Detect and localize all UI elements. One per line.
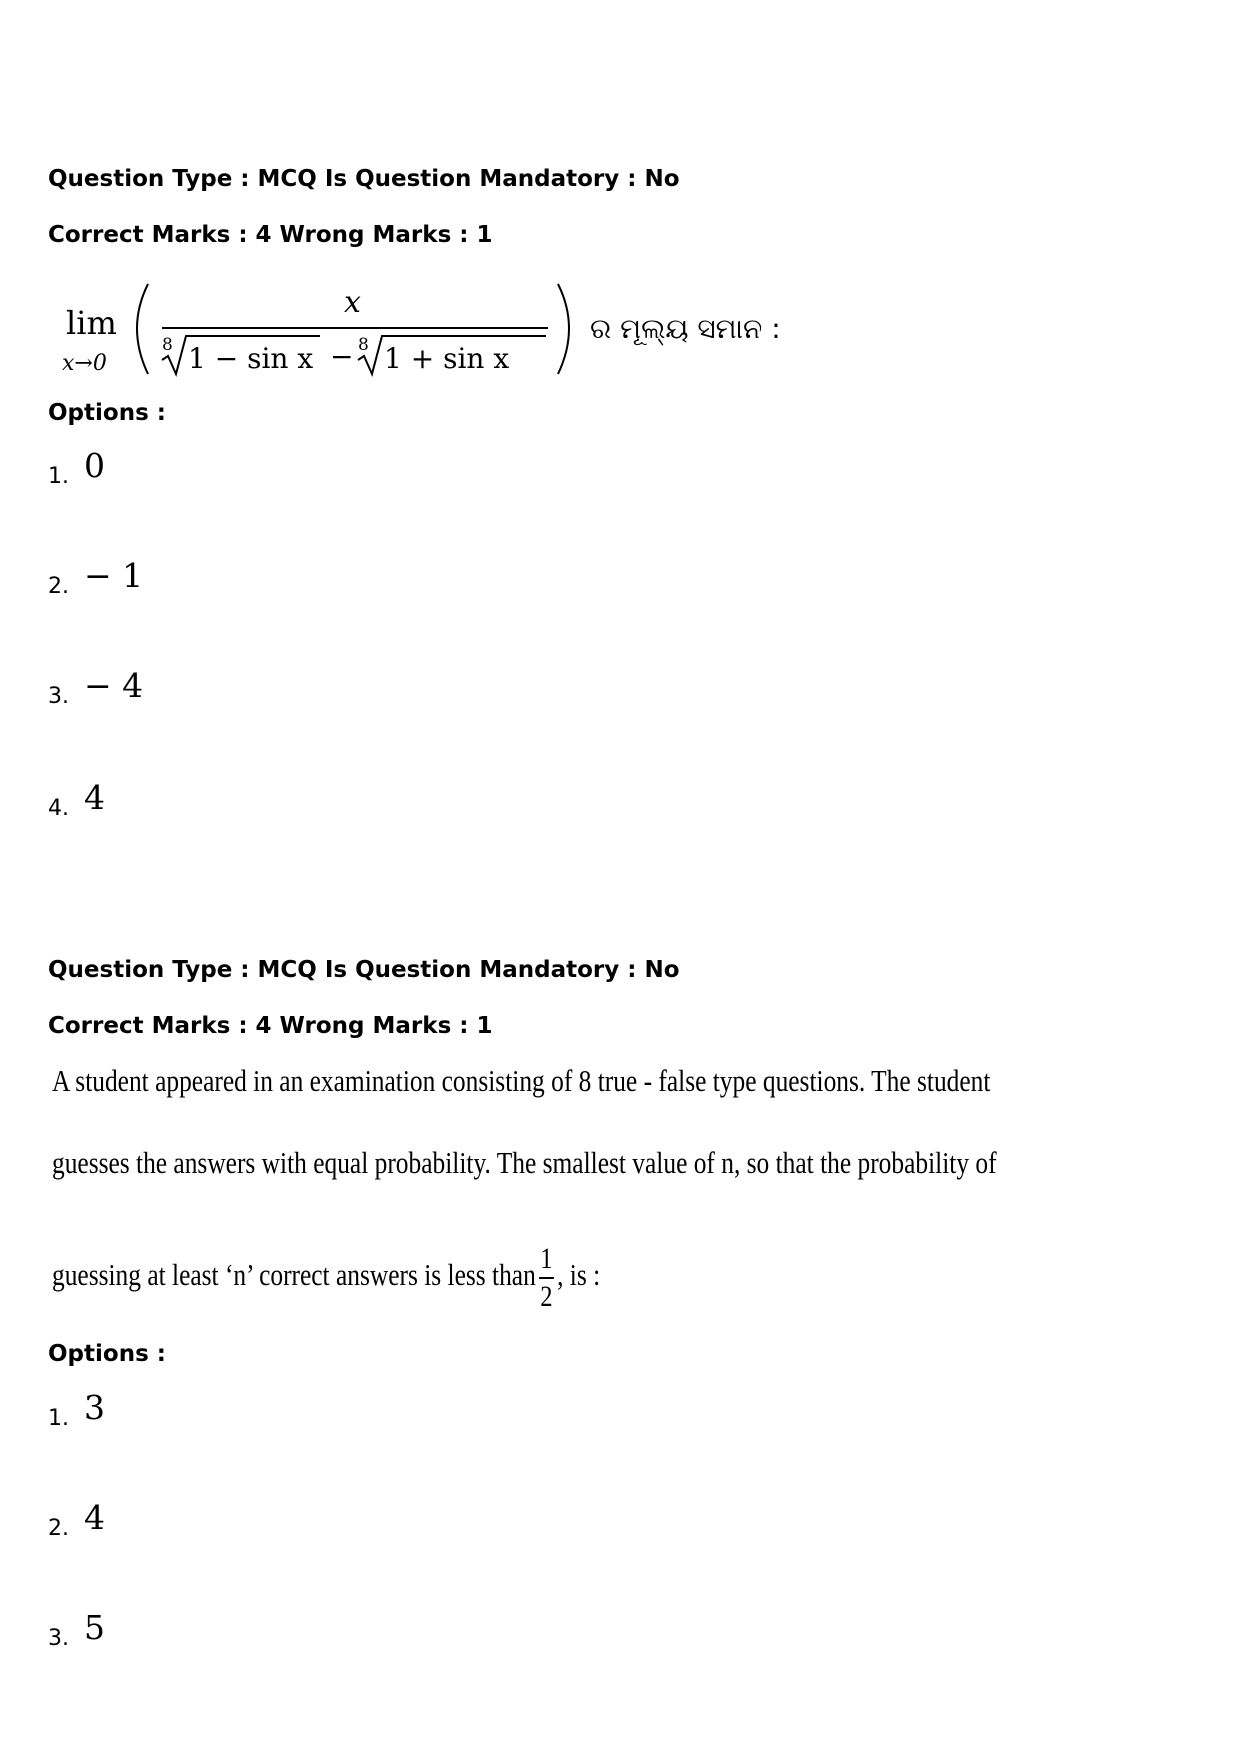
q2-type-line: Question Type : MCQ Is Question Mandatory : No (48, 957, 680, 983)
q1-right-paren (558, 284, 569, 374)
q2-option-3-value: 5 (84, 1608, 105, 1647)
q1-root-index-1: 8 (162, 335, 173, 355)
q1-odia-suffix: ର ମୂଲ୍ୟ ସମାନ : (590, 312, 781, 345)
q1-type-line: Question Type : MCQ Is Question Mandatory : No (48, 166, 680, 192)
q2-stem-line-3-end: , is : (557, 1257, 601, 1292)
q2-option-2-number: 2. (48, 1516, 69, 1541)
q2-option-2-value: 4 (84, 1498, 105, 1537)
q1-option-1-number: 1. (48, 464, 69, 489)
q1-minus: − (330, 340, 354, 373)
q2-option-1-number: 1. (48, 1406, 69, 1431)
q1-option-3-value: − 4 (84, 666, 144, 705)
q1-root-index-2: 8 (358, 335, 369, 355)
q1-limit-expression (58, 270, 818, 380)
q2-marks-line: Correct Marks : 4 Wrong Marks : 1 (48, 1013, 493, 1039)
q1-option-3-number: 3. (48, 684, 69, 709)
q2-stem-line-2: guesses the answers with equal probability. The smallest value of n, so that the probability of (52, 1145, 997, 1180)
q1-left-paren (137, 284, 148, 374)
q2-stem-line-3 (52, 1232, 600, 1318)
q1-option-2-number: 2. (48, 574, 69, 599)
q2-option-3-number: 3. (48, 1626, 69, 1651)
q1-root-arg-1: 1 − sin x (188, 342, 314, 375)
q1-options-label: Options : (48, 400, 166, 426)
q2-stem-line-1: A student appeared in an examination consisting of 8 true - false type questions. The student (52, 1063, 991, 1098)
q2-option-1-value: 3 (84, 1388, 105, 1427)
q2-stem-line-3-text: guessing at least ‘n’ correct answers is less than (52, 1257, 536, 1292)
q1-lim: lim (66, 304, 117, 342)
q1-option-1-value: 0 (84, 446, 105, 485)
q2-half-fraction (539, 1243, 554, 1313)
q2-options-label: Options : (48, 1341, 166, 1367)
q1-option-4-value: 4 (84, 778, 105, 817)
q1-option-2-value: − 1 (84, 556, 144, 595)
q2-frac-num: 1 (540, 1241, 553, 1275)
q1-marks-line: Correct Marks : 4 Wrong Marks : 1 (48, 222, 493, 248)
q2-frac-den: 2 (540, 1279, 553, 1313)
q1-numerator: x (344, 285, 361, 320)
q1-root-arg-2: 1 + sin x (384, 342, 510, 375)
q1-lim-sub: x→0 (62, 351, 107, 376)
q1-option-4-number: 4. (48, 796, 69, 821)
